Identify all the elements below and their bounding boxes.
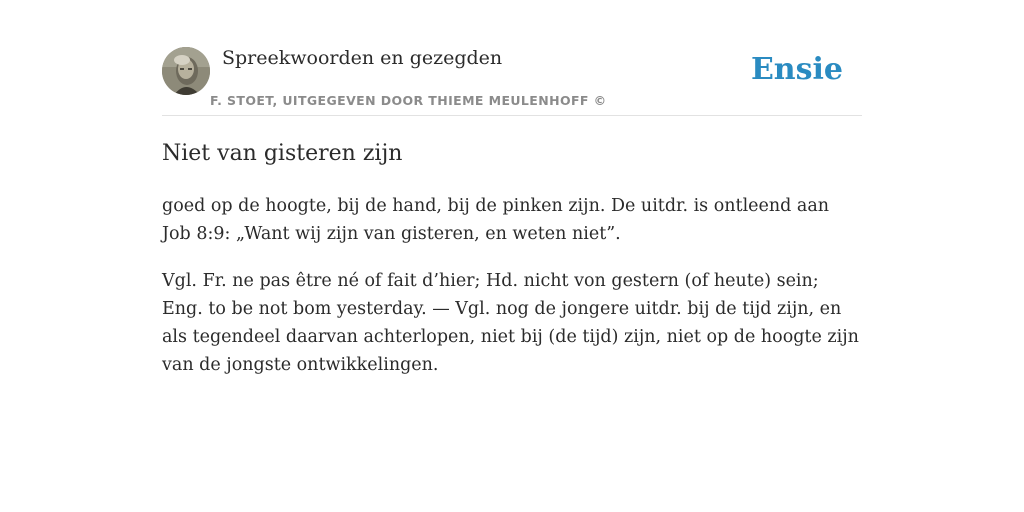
content-container (162, 0, 862, 375)
author-portrait-icon[interactable] (162, 47, 210, 95)
book-header (162, 0, 862, 116)
entry-paragraph: Vgl. Fr. ne pas être né of fait d’hier; Hd. nicht von gestern (of heute) sein; Eng. to be not bom yesterday. — Vgl. nog de jongere uitdr. bij de tijd zijn, en als tegendeel daarvan achterlopen, niet bij (de tijd) zijn, niet op de hoogte zijn van de jongste ontwikkelingen. (162, 271, 859, 375)
book-title[interactable]: Spreekwoorden en gezegden (222, 47, 503, 69)
entry-title: Niet van gisteren zijn (162, 141, 403, 166)
book-author-publisher: F. STOET, UITGEGEVEN DOOR THIEME MEULENHOFF © (210, 93, 607, 108)
entry-paragraph: goed op de hoogte, bij de hand, bij de pinken zijn. De uitdr. is ontleend aan Job 8:9: „Want wij zijn van gisteren, en weten niet”. (162, 196, 830, 244)
ensie-logo[interactable]: Ensie (750, 52, 843, 87)
